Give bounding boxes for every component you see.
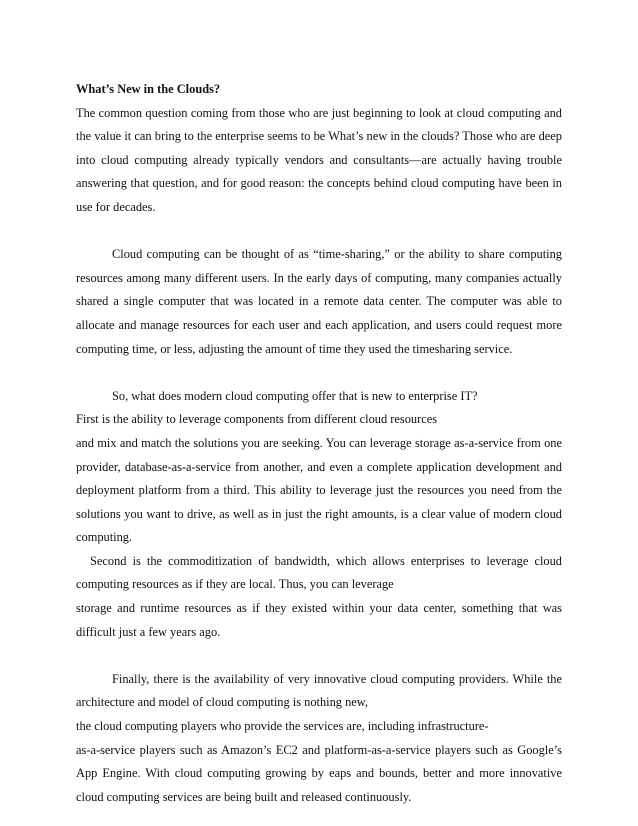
paragraph-first-rest: and mix and match the solutions you are seeking. You can leverage storage as-a-service from one provider, database-as-a-service from another, and even a complete application development and deployment platform from a third. This ability to leverage just the resources you need from the solutions you want to drive, as well as in just the right amounts, is a clear value of modern cloud computing. xyxy=(76,435,562,545)
paragraph-finally-part3: as-a-service players such as Amazon’s EC2 and platform-as-a-service players such as Google’s App Engine. With cloud computing growing by eaps and bounds, better and more innovative cloud computing services are being built and released continuously. xyxy=(76,742,562,804)
paragraph-gap xyxy=(76,361,562,385)
paragraph-second-part1: Second is the commoditization of bandwidth, which allows enterprises to leverage cloud computing resources as if they are local. Thus, you can leverage xyxy=(76,553,562,592)
paragraph-finally-part2: the cloud computing players who provide the services are, including infrastructure- xyxy=(76,719,489,734)
paragraph-gap xyxy=(76,644,562,668)
paragraph-intro: The common question coming from those who are just beginning to look at cloud computing and the value it can bring to the enterprise seems to be What’s new in the clouds? Those who are deep into cloud computing already typically vendors and consultants—are actually having trouble answering that question, and for good reason: the concepts behind cloud computing have been in use for decades. xyxy=(76,105,562,214)
paragraph-question: So, what does modern cloud computing offer that is new to enterprise IT? xyxy=(112,388,478,403)
paragraph-finally-part1: Finally, there is the availability of very innovative cloud computing providers. While the architecture and model of cloud computing is nothing new, xyxy=(76,671,562,710)
paragraph-first-line: First is the ability to leverage components from different cloud resources xyxy=(76,412,438,427)
document-title: What’s New in the Clouds? xyxy=(76,82,221,96)
document-page xyxy=(76,78,562,809)
paragraph-second-part2: storage and runtime resources as if they existed within your data center, something that was difficult just a few years ago. xyxy=(76,601,562,639)
paragraph-gap xyxy=(76,220,562,244)
paragraph-time-sharing: Cloud computing can be thought of as “time-sharing,” or the ability to share computing resources among many different users. In the early days of computing, many companies actually shared a single computer that was located in a remote data center. The computer was able to allocate and manage resources for each user and each application, and users could request more computing time, or less, adjusting the amount of time they used the timesharing service. xyxy=(76,247,562,356)
